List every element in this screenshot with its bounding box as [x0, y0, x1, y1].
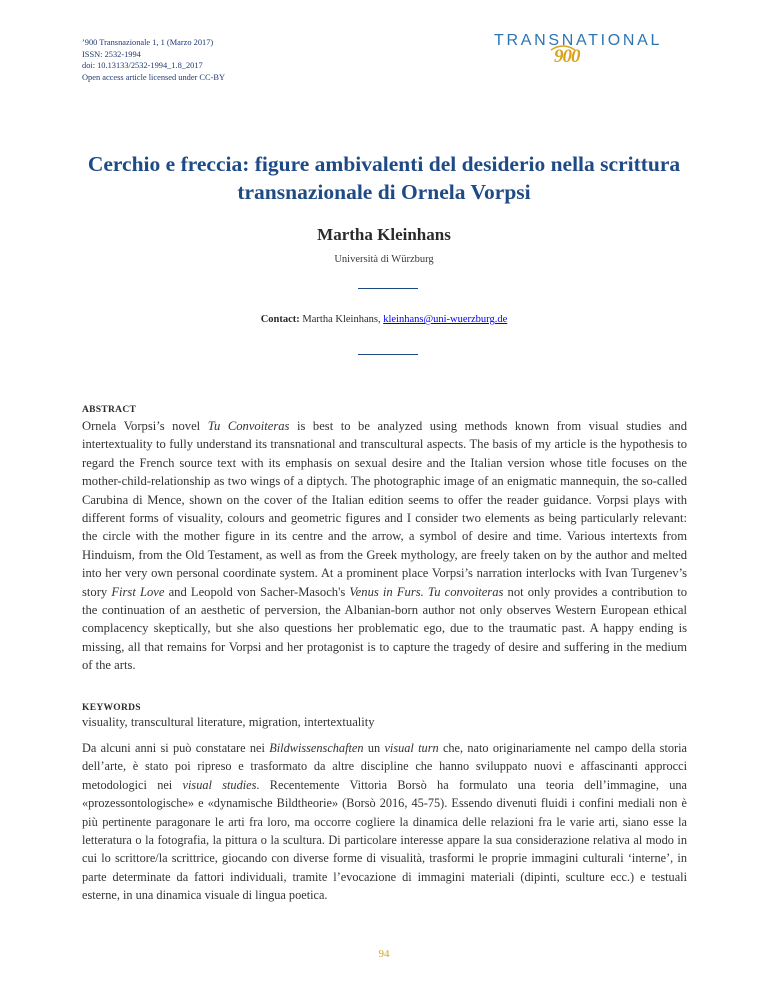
abstract-segment-text: and Leopold von Sacher-Masoch's	[164, 584, 350, 599]
abstract-segment-italic: First Love	[111, 584, 165, 599]
abstract-segment-text: not only provides a contribution to the continuation of an aesthetic of perversion, the Albanian-born author not only observes Western European ethical complacency skeptically, but she also questions her problematic ego, due to the traumatic past. A happy ending is missing, all that remains for Vorpsi and her protagonist is to capture the tragedy of desire and suffering in the medium of the arts.	[82, 584, 687, 673]
license: Open access article licensed under CC-BY	[82, 72, 226, 82]
contact-line	[82, 314, 686, 325]
contact-email-link[interactable]: kleinhans@uni-wuerzburg.de	[383, 314, 508, 325]
keywords-heading: KEYWORDS	[82, 703, 141, 713]
abstract-heading: ABSTRACT	[82, 405, 137, 415]
keywords-text: visuality, transcultural literature, migration, intertextuality	[82, 715, 375, 729]
body-segment-italic: visual studies	[182, 777, 257, 792]
issn: ISSN: 2532-1994	[82, 49, 141, 59]
author-affiliation: Università di Würzburg	[334, 254, 434, 265]
separator-top	[358, 288, 418, 289]
logo-word: TRANSNATIONAL	[494, 32, 663, 49]
abstract-segment-italic: Tu Convoiteras	[207, 419, 290, 433]
doi: doi: 10.13133/2532-1994_1.8_2017	[82, 61, 203, 71]
contact-label: Contact:	[260, 314, 300, 325]
body-segment-italic: visual turn	[384, 741, 439, 755]
logo-number: 900	[554, 46, 580, 67]
page-number: 94	[378, 948, 390, 960]
article-title: Cerchio e freccia: figure ambivalenti del desiderio nella scrittura transnazionale di Ornela Vorpsi	[87, 152, 681, 204]
separator-bottom	[358, 354, 418, 355]
body-paragraph	[82, 739, 687, 905]
body-segment-italic: Bildwissenschaften	[269, 741, 364, 755]
abstract-segment-text: Ornela Vorpsi’s novel	[82, 419, 208, 433]
abstract-segment-text: is best to be analyzed using methods known from visual studies and intertextuality to fully understand its transnational and transcultural aspects. The basis of my article is the hypothesis to regard the French source text with its emphasis on sexual desire and the Italian version whose title focuses on the mother-child-relationship as two wings of a diptych. The photographic image of an enigmatic mannequin, the so-called Carubina di Mence, shown on the cover of the Italian edition seems to offer the reader guidance. Vorpsi plays with different forms of visuality, colours and geometric figures and I consider two elements as being particularly relevant: the circle with the mother figure in its centre and the arrow, a symbol of desire and time. Various intertexts from Hinduism, from the Old Testament, as well as from the Greek mythology, are freely taken on by the author and melted into her very own personal coordinate system. At a prominent place Vorpsi’s narration interlocks with Ivan Turgenev’s story	[82, 419, 687, 599]
body-segment-text: Da alcuni anni si può constatare nei	[82, 741, 270, 755]
journal-info	[82, 37, 225, 83]
author-name: Martha Kleinhans	[317, 225, 451, 244]
journal-line: ’900 Transnazionale 1, 1 (Marzo 2017)	[82, 38, 214, 47]
body-segment-text: che, nato originariamente nel campo della storia dell’arte, è stato poi ripreso e trasformato da altre discipline che hanno sviluppato nuovi e affascinanti approcci metodologici nei	[82, 741, 687, 792]
abstract-segment-italic: Venus in Furs. Tu convoiteras	[349, 584, 504, 599]
transnational-logo	[494, 32, 664, 82]
abstract-text	[82, 417, 687, 675]
body-segment-text: . Recentemente Vittoria Borsò ha formulato una teoria dell’immagine, una «prozessontologische» e «dynamische Bildtheorie» (Borsò 2016, 45-75). Essendo divenuti fluidi i confini mediali non è più pertinente paragonare le arti fra loro, ma occorre cogliere la dinamica delle relazioni fra le varie arti, siano esse la letteratura o la fotografia, la pittura o la scultura. Di particolare interesse appare la sua considerazione relativa al modo in cui lo scrittore/la scrittrice, giocando con diverse forme di visualità, trasformi le proprie immagini culturali ‘interne’, in parte determinate da fattori individuali, tramite l’evocazione di immagini materiali (dipinti, sculture ecc.) e testuali esterne, in una dinamica visuale di lingua poetica.	[82, 777, 688, 903]
body-segment-text: un	[363, 741, 385, 755]
contact-name: Martha Kleinhans,	[302, 314, 381, 325]
